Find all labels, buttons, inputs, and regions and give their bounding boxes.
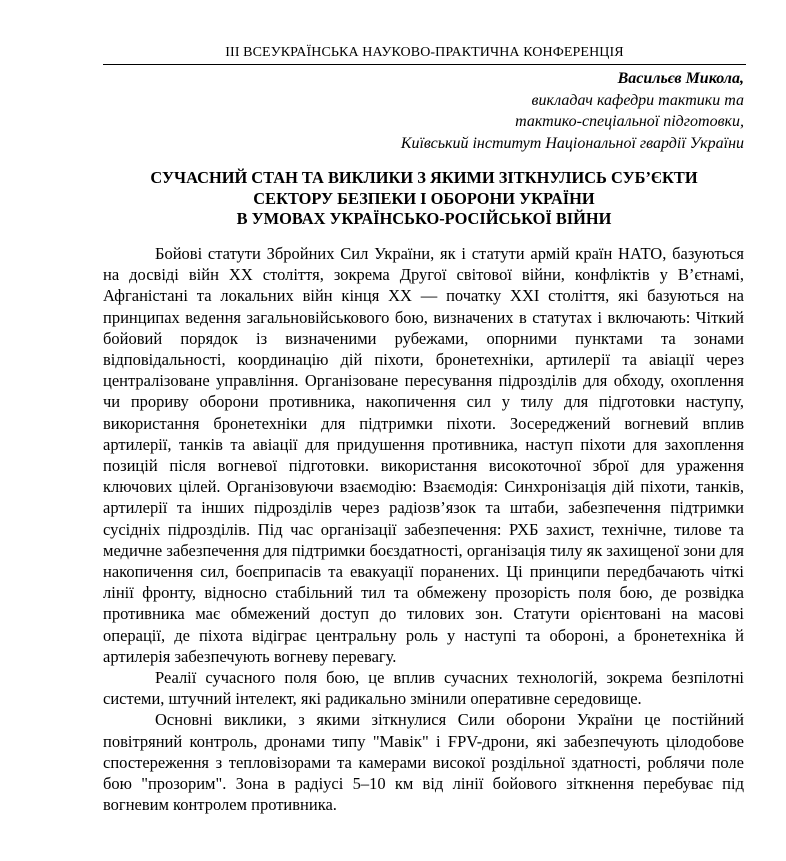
author-position-line1: викладач кафедри тактики та bbox=[531, 91, 744, 109]
author-institution: Київський інститут Національної гвардії України bbox=[400, 134, 744, 152]
article-title bbox=[100, 168, 748, 230]
article-body bbox=[103, 243, 744, 815]
author-name: Васильєв Микола, bbox=[617, 70, 744, 87]
author-block bbox=[260, 68, 744, 154]
running-header: ІІІ ВСЕУКРАЇНСЬКА НАУКОВО-ПРАКТИЧНА КОНФЕРЕНЦІЯ bbox=[225, 45, 624, 60]
header-divider bbox=[103, 64, 746, 65]
title-line-1: СУЧАСНИЙ СТАН ТА ВИКЛИКИ З ЯКИМИ ЗІТКНУЛИСЬ СУБ’ЄКТИ bbox=[150, 168, 698, 187]
title-line-2: СЕКТОРУ БЕЗПЕКИ І ОБОРОНИ УКРАЇНИ bbox=[253, 188, 595, 208]
body-paragraph-2: Реалії сучасного поля бою, це вплив сучасних технологій, зокрема безпілотні системи, штучний інтелект, які радикально змінили оперативне середовище. bbox=[103, 668, 744, 709]
title-line-3: В УМОВАХ УКРАЇНСЬКО-РОСІЙСЬКОЇ ВІЙНИ bbox=[236, 209, 612, 228]
body-paragraph-1: Бойові статути Збройних Сил України, як і статути армій країн НАТО, базуються на досвіді війн ХХ століття, зокрема Другої світової війни, конфліктів у В’єтнамі, Афганістані та локальних війн кінця ХХ — початку ХХІ століття, які базуються на принципах ведення загальновійськового бою, визначених в статутах і включають: Чіткий бойовий порядок із визначеними рубежами, опорними пунктами та зонами відповідальності, координацію дій піхоти, бронетехніки, артилерії та авіації через централізоване управління. Організоване пересування підрозділів для обходу, охоплення чи прориву оборони противника, накопичення сил у тилу для підготовки наступу, використання бронетехніки для підтримки піхоти. Зосереджений вогневий вплив артилерії, танків та авіації для придушення противника, наступ піхоти для захоплення позицій після вогневої підготовки. використання високоточної зброї для ураження ключових цілей. Організовуючи взаємодію: Взаємодія: Синхронізація дій піхоти, танків, артилерії та інших підрозділів через радіозв’язок та штаби, забезпечення підтримки сусідніх підрозділів. Під час організації забезпечення: РХБ захист, технічне, тилове та медичне забезпечення для підтримки боєздатності, організація тилу як захищеної зони для накопичення сил, боєприпасів та евакуації поранених. Ці принципи передбачають чіткі лінії фронту, відносно стабільний тил та обмежену прозорість поля бою, де розвідка противника має обмежений доступ до тилових зон. Статути орієнтовані на масові операції, де піхота відіграє центральну роль у наступі та обороні, а бронетехніка й артилерія забезпечують вогневу перевагу. bbox=[103, 244, 744, 666]
author-position-line2: тактико-спеціальної підготовки, bbox=[515, 113, 744, 130]
body-paragraph-3: Основні виклики, з якими зіткнулися Сили оборони України це постійний повітряний контроль, дронами типу "Мавік" і FPV-дрони, які забезпечують цілодобове спостереження з тепловізорами та камерами високої роздільної здатності, роблячи поле бою "прозорим". Зона в радіусі 5–10 км від лінії бойового зіткнення перебуває під вогневим контролем противника. bbox=[103, 710, 744, 815]
